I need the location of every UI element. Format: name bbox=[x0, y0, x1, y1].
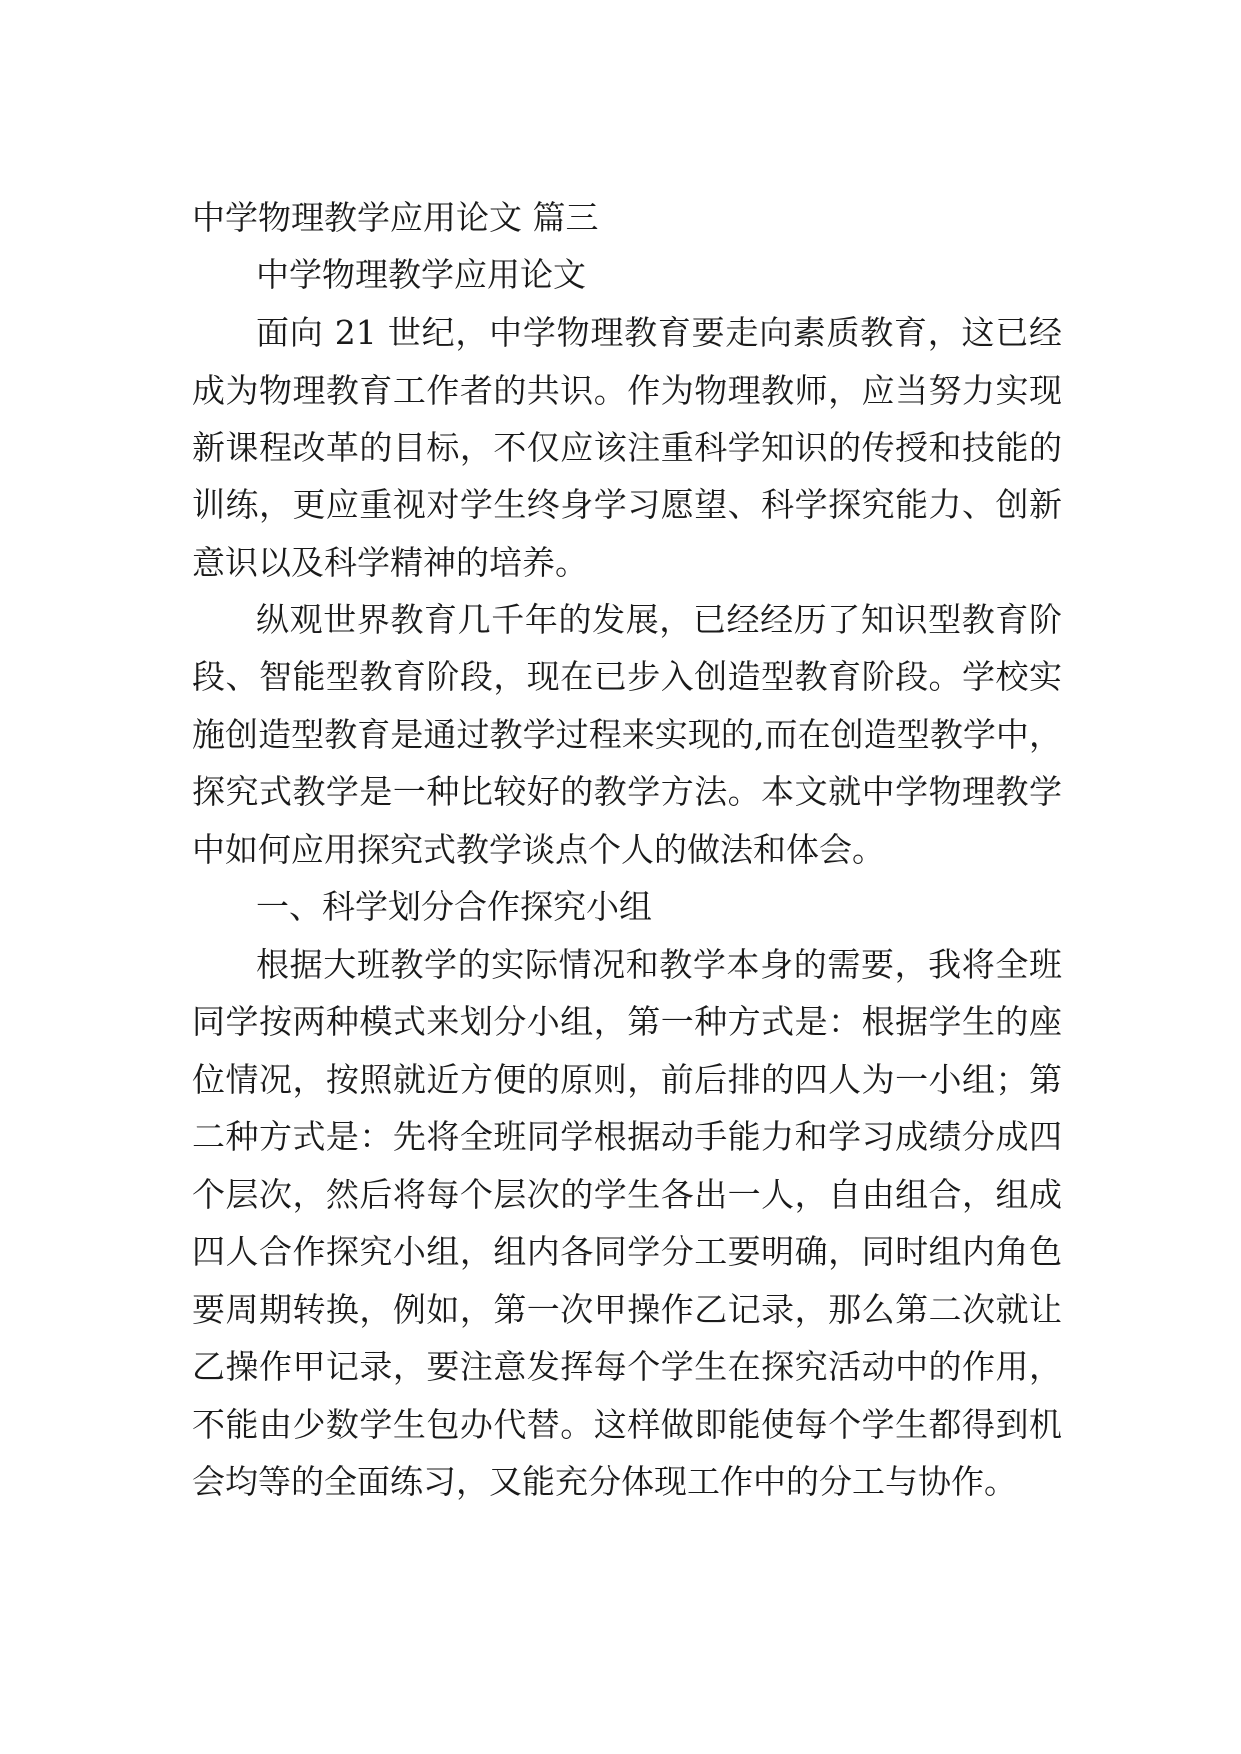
paragraph-line: 二种方式是：先将全班同学根据动手能力和学习成绩分成四 bbox=[192, 1117, 1062, 1156]
paragraph-line: 四人合作探究小组，组内各同学分工要明确，同时组内角色 bbox=[192, 1232, 1062, 1271]
section-heading: 一、科学划分合作探究小组 bbox=[256, 887, 652, 926]
paragraph-line: 要周期转换，例如，第一次甲操作乙记录，那么第二次就让 bbox=[192, 1290, 1062, 1329]
paragraph-line: 施创造型教育是通过教学过程来实现的,而在创造型教学中， bbox=[192, 715, 1062, 754]
paragraph-line: 位情况，按照就近方便的原则，前后排的四人为一小组；第 bbox=[192, 1060, 1062, 1099]
paragraph-line: 纵观世界教育几千年的发展，已经经历了知识型教育阶 bbox=[256, 600, 1062, 639]
paragraph-line: 根据大班教学的实际情况和教学本身的需要，我将全班 bbox=[256, 945, 1062, 984]
paragraph-line: 意识以及科学精神的培养。 bbox=[192, 543, 588, 582]
paragraph-line: 乙操作甲记录，要注意发挥每个学生在探究活动中的作用， bbox=[192, 1347, 1062, 1386]
paragraph-line: 训练，更应重视对学生终身学习愿望、科学探究能力、创新 bbox=[192, 485, 1062, 524]
paragraph-line: 个层次，然后将每个层次的学生各出一人，自由组合，组成 bbox=[192, 1175, 1062, 1214]
paragraph-line: 探究式教学是一种比较好的教学方法。本文就中学物理教学 bbox=[192, 772, 1062, 811]
paragraph-line: 成为物理教育工作者的共识。作为物理教师，应当努力实现 bbox=[192, 371, 1062, 410]
paragraph-line: 同学按两种模式来划分小组，第一种方式是：根据学生的座 bbox=[192, 1002, 1062, 1041]
document-heading: 中学物理教学应用论文 篇三 bbox=[192, 198, 599, 237]
paragraph-line: 会均等的全面练习，又能充分体现工作中的分工与协作。 bbox=[192, 1462, 1017, 1501]
document-subtitle: 中学物理教学应用论文 bbox=[256, 255, 586, 294]
paragraph-line: 面向 21 世纪，中学物理教育要走向素质教育，这已经 bbox=[256, 313, 1062, 352]
paragraph-line: 新课程改革的目标，不仅应该注重科学知识的传授和技能的 bbox=[192, 428, 1062, 467]
paragraph-line: 段、智能型教育阶段，现在已步入创造型教育阶段。学校实 bbox=[192, 657, 1062, 696]
paragraph-line: 中如何应用探究式教学谈点个人的做法和体会。 bbox=[192, 830, 885, 869]
paragraph-line: 不能由少数学生包办代替。这样做即能使每个学生都得到机 bbox=[192, 1405, 1062, 1444]
